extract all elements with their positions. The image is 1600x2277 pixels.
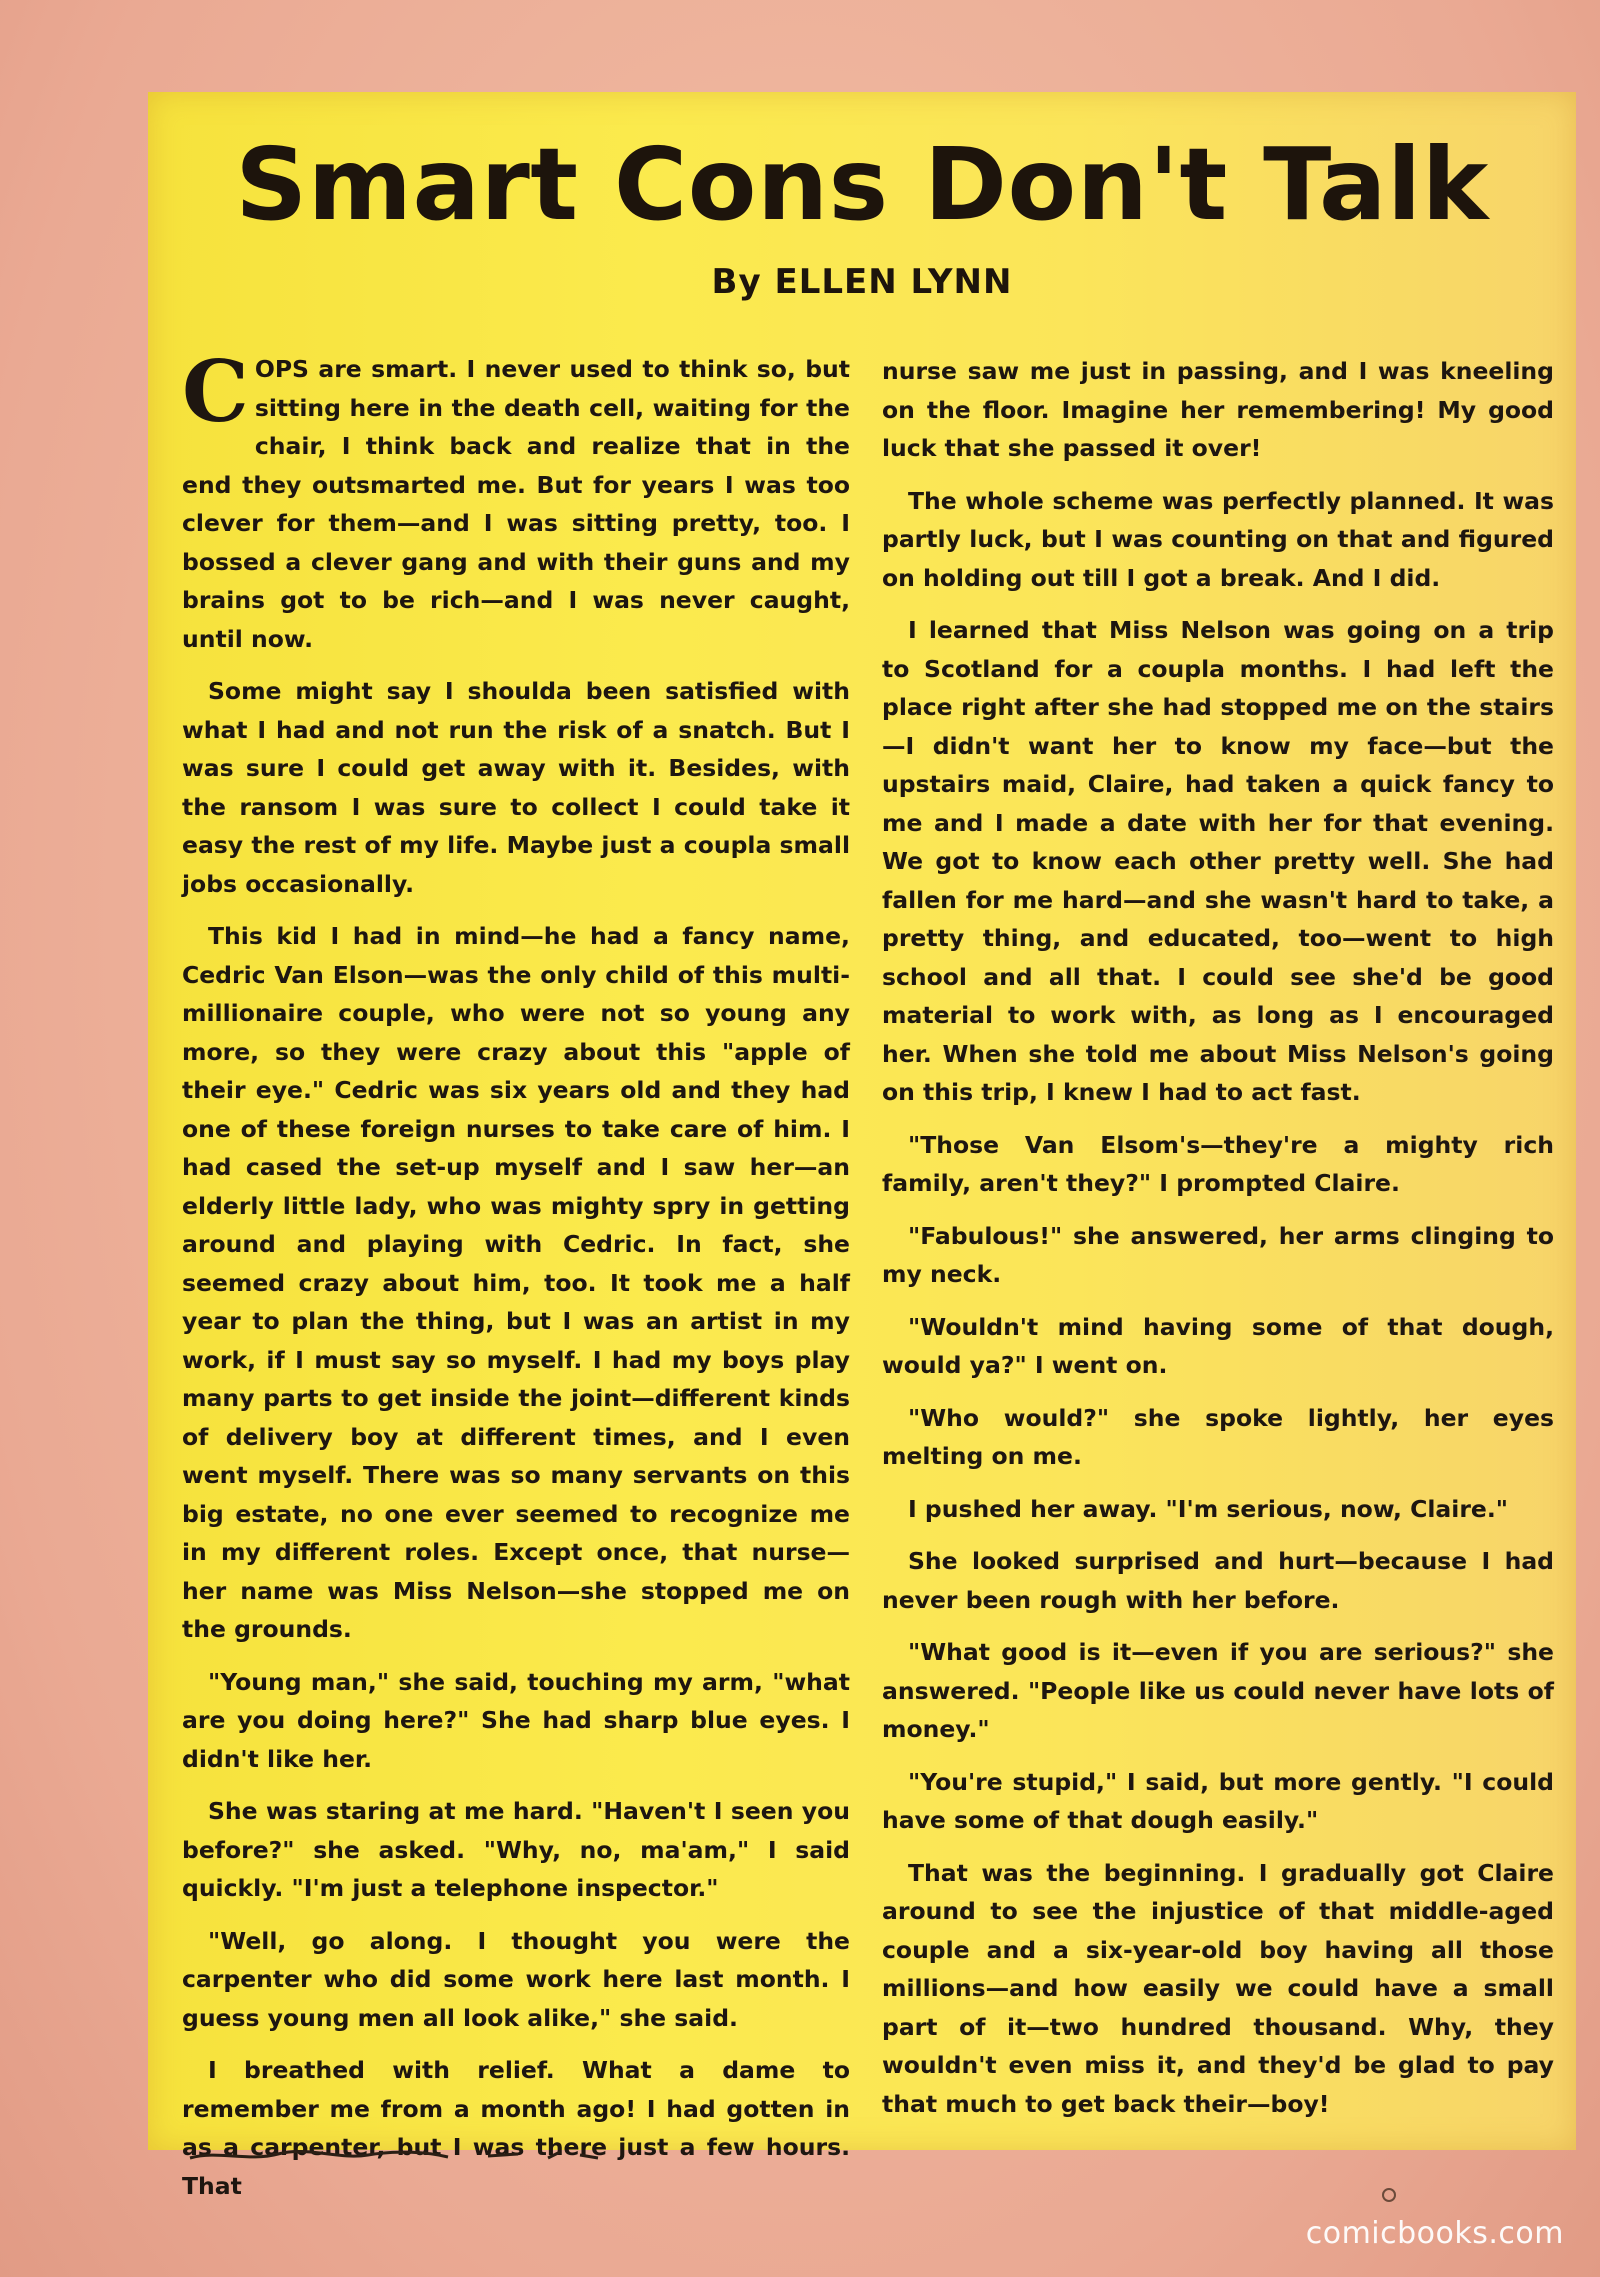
left-column <box>182 342 850 2219</box>
article-panel <box>148 92 1576 2200</box>
paragraph: I learned that Miss Nelson was going on a trip to Scotland for a coupla months. I had left the place right after she had stopped me on the stairs—I didn't want her to know my face—but the upstairs maid, Claire, had taken a quick fancy to me and I made a date with her for that evening. We got to know each other pretty well. She had fallen for me hard—and she wasn't hard to take, a pretty thing, and educated, too—went to high school and all that. I could see she'd be good material to work with, as long as I encouraged her. When she told me about Miss Nelson's going on this trip, I knew I had to act fast. <box>882 616 1554 1106</box>
paragraph: I breathed with relief. What a dame to remember me from a month ago! I had gotten in as a carpenter, but I was there just a few hours. That <box>182 2056 850 2200</box>
paragraph: "You're stupid," I said, but more gently. "I could have some of that dough easily." <box>882 1767 1554 1834</box>
paragraph: That was the beginning. I gradually got Claire around to see the injustice of that middle-aged couple and a six-year-old boy having all those millions—and how easily we could have a small part of it—two hundred thousand. Why, they wouldn't even miss it, and they'd be glad to pay that much to get back their—boy! <box>882 1858 1554 2118</box>
article-byline: By ELLEN LYNN <box>711 262 1013 302</box>
paragraph: I pushed her away. "I'm serious, now, Claire." <box>908 1494 1509 1523</box>
paragraph: "What good is it—even if you are serious?" she answered. "People like us could never have lots of money." <box>882 1638 1554 1743</box>
paragraph: The whole scheme was perfectly planned. It was partly luck, but I was counting on that and figured on holding out till I got a break. And I did. <box>882 486 1554 592</box>
paragraph: "Those Van Elsom's—they're a mighty rich family, aren't they?" I prompted Claire. <box>882 1130 1554 1197</box>
watermark: comicbooks.com <box>1305 2216 1564 2251</box>
first-paragraph <box>182 342 850 658</box>
paragraph: "Wouldn't mind having some of that dough, would ya?" I went on. <box>882 1312 1554 1379</box>
drop-cap: C <box>182 342 249 441</box>
paragraph: "Fabulous!" she answered, her arms clinging to my neck. <box>882 1221 1554 1288</box>
continued-paragraph: nurse saw me just in passing, and I was kneeling on the floor. Imagine her remembering! My good luck that she passed it over! <box>882 357 1554 462</box>
right-column <box>882 352 1554 2137</box>
paragraph: "Young man," she said, touching my arm, "what are you doing here?" She had sharp blue eyes. I didn't like her. <box>182 1667 850 1773</box>
paragraph: "Who would?" she spoke lightly, her eyes melting on me. <box>882 1403 1554 1470</box>
article-title: Smart Cons Don't Talk <box>235 126 1489 243</box>
paragraph: She looked surprised and hurt—because I had never been rough with her before. <box>882 1547 1554 1614</box>
paragraph: Some might say I shoulda been satisfied with what I had and not run the risk of a snatch. But I was sure I could get away with it. Besides, with the ransom I was sure to collect I could take it easy the rest of my life. Maybe just a coupla small jobs occasionally. <box>182 677 850 898</box>
paragraph: This kid I had in mind—he had a fancy name, Cedric Van Elson—was the only child of this multi-millionaire couple, who were not so young any more, so they were crazy about this "apple of their eye." Cedric was six years old and they had one of these foreign nurses to take care of him. I had cased the set-up myself and I saw her—an elderly little lady, who was mighty spry in getting around and playing with Cedric. In fact, she seemed crazy about him, too. It took me a half year to plan the thing, but I was an artist in my work, if I must say so myself. I had my boys play many parts to get inside the joint—different kinds of delivery boy at different times, and I even went myself. There was so many servants on this big estate, no one ever seemed to recognize me in my different roles. Except once, that nurse—her name was Miss Nelson—she stopped me on the grounds. <box>182 922 850 1643</box>
printing-smudge-decoration <box>188 2146 708 2166</box>
first-paragraph-text: OPS are smart. I never used to think so, but sitting here in the death cell, waiting for the chair, I think back and realize that in the end they outsmarted me. But for years I was too clever for them—and I was sitting pretty, too. I bossed a clever gang and with their guns and my brains got to be rich—and I was never caught, until now. <box>182 355 850 653</box>
paragraph: She was staring at me hard. "Haven't I seen you before?" she asked. "Why, no, ma'am," I said quickly. "I'm just a telephone inspector." <box>182 1797 850 1902</box>
page-mark-icon <box>1380 2182 1398 2208</box>
paragraph: "Well, go along. I thought you were the carpenter who did some work here last month. I guess young men all look alike," she said. <box>182 1926 850 2032</box>
